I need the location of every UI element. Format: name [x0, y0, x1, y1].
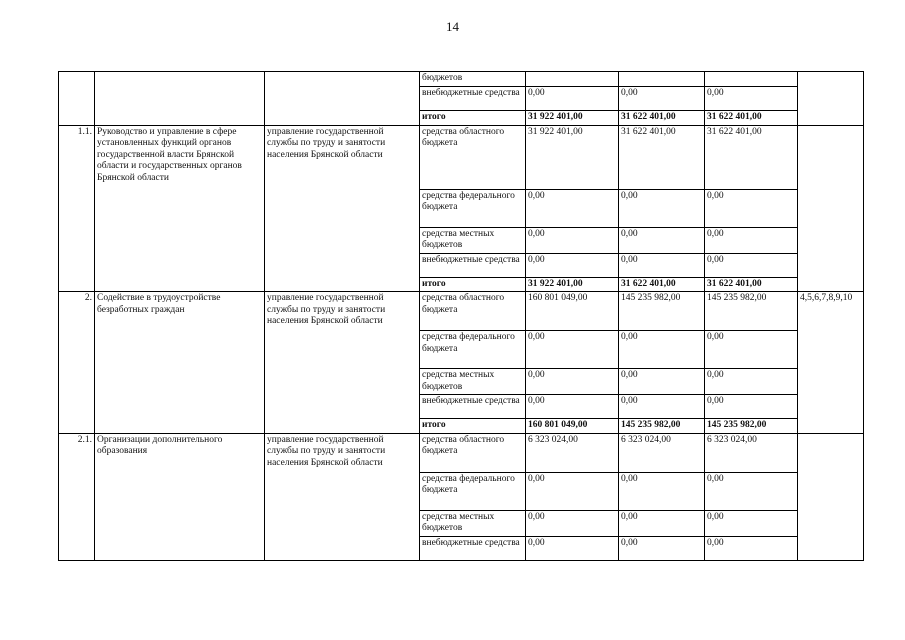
amount-year-1: 0,00 [526, 331, 619, 369]
measure-name: Организации дополнительного образования [95, 433, 265, 560]
table-body [59, 72, 864, 561]
amount-year-3: 145 235 982,00 [705, 292, 798, 331]
funding-source: итого [420, 111, 526, 126]
amount-year-3: 0,00 [705, 87, 798, 111]
funding-source: внебюджетные средства [420, 87, 526, 111]
amount-year-2: 6 323 024,00 [619, 433, 705, 472]
amount-year-2: 0,00 [619, 510, 705, 536]
amount-year-3: 0,00 [705, 253, 798, 277]
amount-year-2: 145 235 982,00 [619, 419, 705, 434]
measure-name: Содействие в трудоустройстве безработных граждан [95, 292, 265, 434]
amount-year-1: 0,00 [526, 536, 619, 560]
indicators [798, 125, 864, 292]
funding-source: внебюджетные средства [420, 253, 526, 277]
funding-source: средства местных бюджетов [420, 227, 526, 253]
funding-source: итого [420, 277, 526, 292]
amount-year-1: 0,00 [526, 510, 619, 536]
executor-name: управление государственной службы по труду и занятости населения Брянской области [265, 433, 420, 560]
amount-year-3: 0,00 [705, 510, 798, 536]
amount-year-2: 145 235 982,00 [619, 292, 705, 331]
row-number: 2. [59, 292, 95, 434]
amount-year-3: 0,00 [705, 536, 798, 560]
amount-year-1: 31 922 401,00 [526, 277, 619, 292]
amount-year-1: 0,00 [526, 369, 619, 395]
table-row [59, 433, 864, 472]
amount-year-2: 31 622 401,00 [619, 111, 705, 126]
funding-source: бюджетов [420, 72, 526, 87]
row-number: 2.1. [59, 433, 95, 560]
funding-source: внебюджетные средства [420, 395, 526, 419]
funding-source: внебюджетные средства [420, 536, 526, 560]
executor-name: управление государственной службы по труду и занятости населения Брянской области [265, 125, 420, 292]
amount-year-3: 6 323 024,00 [705, 433, 798, 472]
page-number: 14 [446, 19, 459, 34]
amount-year-1 [526, 72, 619, 87]
funding-source: средства федерального бюджета [420, 472, 526, 510]
amount-year-2: 0,00 [619, 536, 705, 560]
amount-year-3: 0,00 [705, 395, 798, 419]
funding-source: средства местных бюджетов [420, 369, 526, 395]
amount-year-3: 145 235 982,00 [705, 419, 798, 434]
budget-table [58, 71, 864, 561]
amount-year-2: 0,00 [619, 87, 705, 111]
amount-year-3: 0,00 [705, 331, 798, 369]
amount-year-1: 0,00 [526, 395, 619, 419]
amount-year-3: 31 622 401,00 [705, 125, 798, 189]
executor-name [265, 72, 420, 126]
amount-year-2: 0,00 [619, 253, 705, 277]
measure-name [95, 72, 265, 126]
indicators [798, 433, 864, 560]
funding-source: средства местных бюджетов [420, 510, 526, 536]
amount-year-1: 31 922 401,00 [526, 111, 619, 126]
indicators [798, 72, 864, 126]
amount-year-2: 0,00 [619, 472, 705, 510]
funding-source: средства областного бюджета [420, 433, 526, 472]
amount-year-2: 0,00 [619, 227, 705, 253]
amount-year-2: 0,00 [619, 189, 705, 227]
amount-year-2 [619, 72, 705, 87]
amount-year-3: 31 622 401,00 [705, 111, 798, 126]
amount-year-1: 0,00 [526, 472, 619, 510]
amount-year-3: 0,00 [705, 227, 798, 253]
amount-year-3 [705, 72, 798, 87]
table-row [59, 125, 864, 189]
funding-source: средства областного бюджета [420, 125, 526, 189]
row-number [59, 72, 95, 126]
amount-year-2: 0,00 [619, 331, 705, 369]
table-row [59, 292, 864, 331]
amount-year-3: 31 622 401,00 [705, 277, 798, 292]
amount-year-2: 31 622 401,00 [619, 277, 705, 292]
amount-year-1: 31 922 401,00 [526, 125, 619, 189]
amount-year-2: 0,00 [619, 395, 705, 419]
funding-source: средства областного бюджета [420, 292, 526, 331]
amount-year-1: 6 323 024,00 [526, 433, 619, 472]
table-row [59, 72, 864, 87]
row-number: 1.1. [59, 125, 95, 292]
amount-year-1: 160 801 049,00 [526, 292, 619, 331]
amount-year-2: 0,00 [619, 369, 705, 395]
amount-year-1: 0,00 [526, 227, 619, 253]
amount-year-1: 0,00 [526, 87, 619, 111]
measure-name: Руководство и управление в сфере установленных функций органов государственной власти Брянской области и государственных органов Брянской области [95, 125, 265, 292]
indicators: 4,5,6,7,8,9,10 [798, 292, 864, 434]
funding-source: средства федерального бюджета [420, 331, 526, 369]
amount-year-1: 0,00 [526, 189, 619, 227]
amount-year-2: 31 622 401,00 [619, 125, 705, 189]
amount-year-1: 0,00 [526, 253, 619, 277]
funding-source: итого [420, 419, 526, 434]
amount-year-3: 0,00 [705, 189, 798, 227]
funding-source: средства федерального бюджета [420, 189, 526, 227]
amount-year-1: 160 801 049,00 [526, 419, 619, 434]
executor-name: управление государственной службы по труду и занятости населения Брянской области [265, 292, 420, 434]
amount-year-3: 0,00 [705, 472, 798, 510]
amount-year-3: 0,00 [705, 369, 798, 395]
